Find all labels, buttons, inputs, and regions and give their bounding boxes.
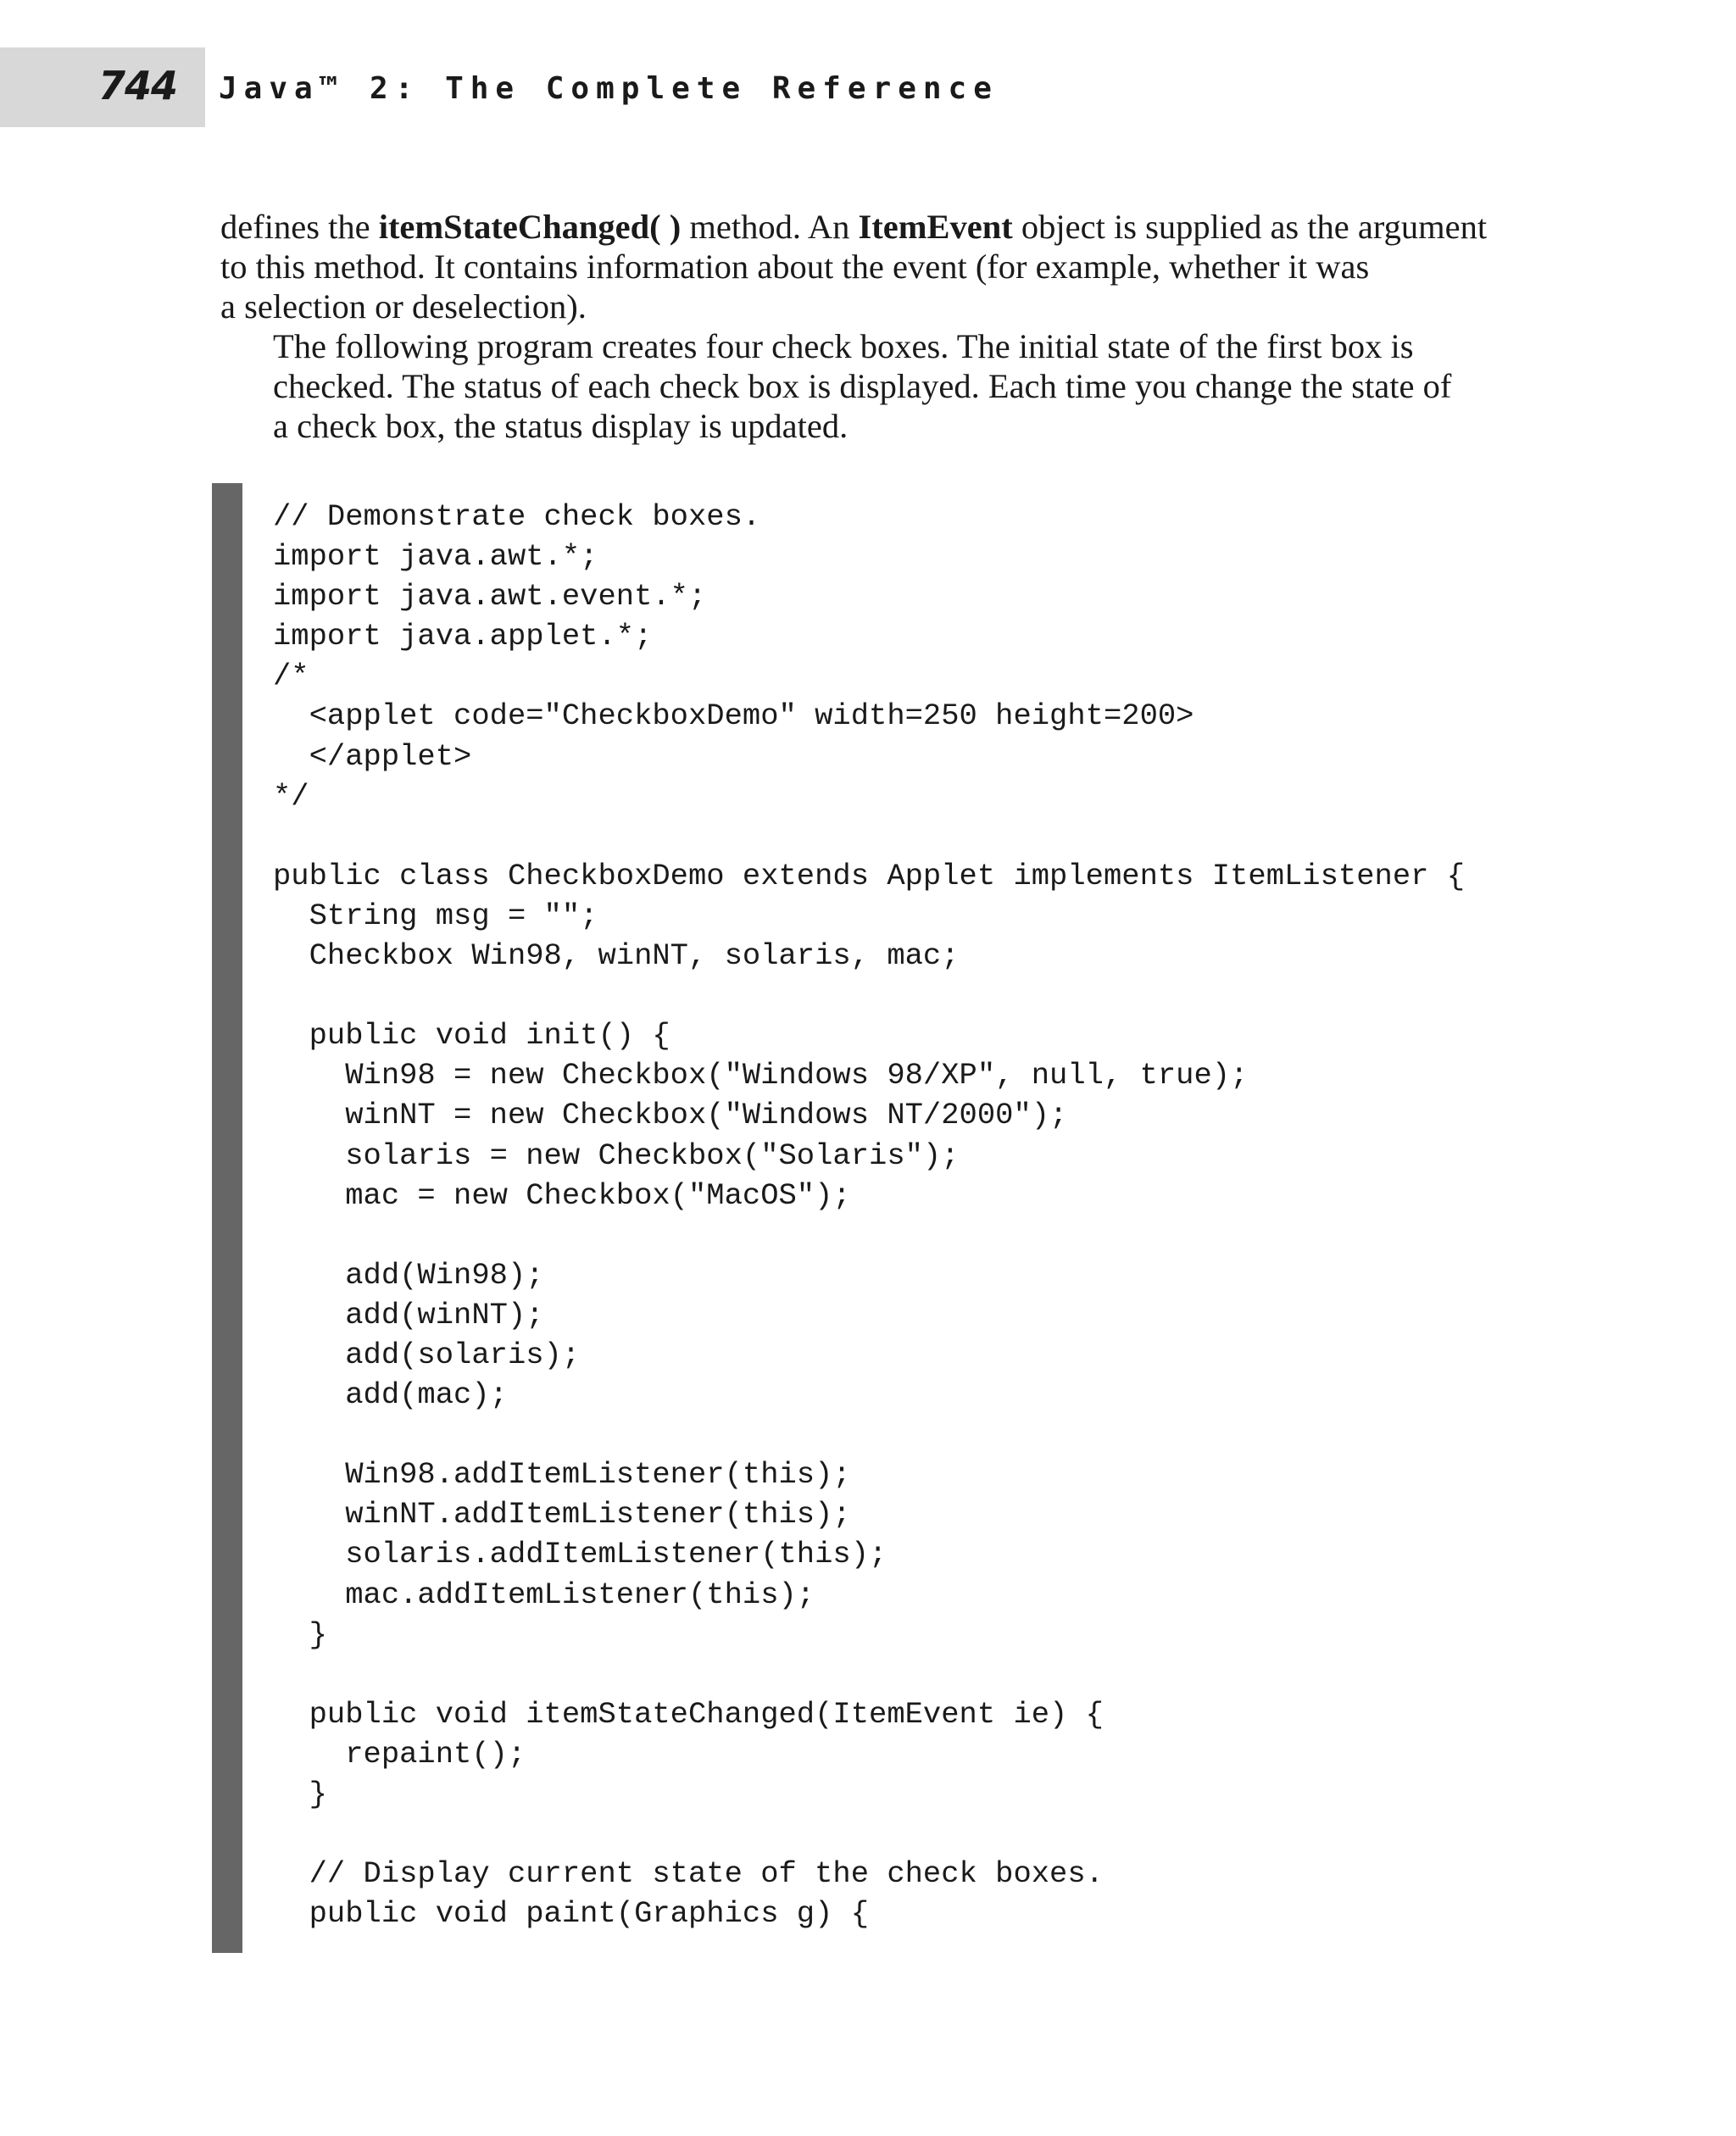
paragraph <box>220 326 1509 446</box>
code-line: public void itemStateChanged(ItemEvent ie) { <box>273 1696 1104 1732</box>
code-line: // Display current state of the check boxes. <box>273 1856 1104 1892</box>
code-line: import java.awt.event.*; <box>273 579 707 615</box>
text-run: The following program creates four check boxes. The initial state of the first box is <box>273 327 1414 365</box>
code-line: } <box>273 1616 327 1652</box>
code-line: winNT = new Checkbox("Windows NT/2000"); <box>273 1098 1068 1133</box>
page-number: 744 <box>98 63 178 108</box>
code-line: mac.addItemListener(this); <box>273 1577 815 1612</box>
code-line: add(mac); <box>273 1377 508 1413</box>
code-line: // Demonstrate check boxes. <box>273 499 761 534</box>
code-line: </applet> <box>273 738 472 774</box>
text-line <box>220 326 1509 366</box>
code-line: public class CheckboxDemo extends Applet implements ItemListener { <box>273 858 1466 893</box>
text-run: a selection or deselection). <box>220 287 587 325</box>
code-line: solaris = new Checkbox("Solaris"); <box>273 1138 960 1173</box>
code-line <box>273 1655 1465 1694</box>
code-line: Checkbox Win98, winNT, solaris, mac; <box>273 938 960 974</box>
code-line: Win98 = new Checkbox("Windows 98/XP", null, true); <box>273 1058 1249 1093</box>
code-line: public void init() { <box>273 1018 670 1054</box>
code-line: Win98.addItemListener(this); <box>273 1457 851 1493</box>
code-line: solaris.addItemListener(this); <box>273 1537 887 1572</box>
code-line: <applet code="CheckboxDemo" width=250 height=200> <box>273 698 1194 734</box>
code-line: add(Win98); <box>273 1257 544 1293</box>
text-line <box>220 366 1509 406</box>
text-run: checked. The status of each check box is displayed. Each time you change the state of <box>273 367 1452 405</box>
text-run: object is supplied as the argument <box>1012 208 1488 246</box>
body-text <box>220 207 1509 446</box>
code-line: import java.applet.*; <box>273 619 653 654</box>
text-run: a check box, the status display is updated. <box>273 407 849 445</box>
text-line <box>220 406 1509 446</box>
code-line: public void paint(Graphics g) { <box>273 1896 870 1932</box>
code-term: itemStateChanged( ) <box>378 208 682 246</box>
running-head: Java™ 2: The Complete Reference <box>219 71 999 106</box>
code-line <box>273 816 1465 856</box>
text-run: defines the <box>220 208 379 246</box>
code-line: winNT.addItemListener(this); <box>273 1497 851 1532</box>
code-line <box>273 976 1465 1015</box>
text-run: to this method. It contains information about the event (for example, whether it was <box>220 248 1370 286</box>
code-line: } <box>273 1777 327 1811</box>
code-line: */ <box>273 778 309 814</box>
code-line: import java.awt.*; <box>273 539 598 575</box>
code-sidebar-bar <box>212 483 242 1953</box>
code-line <box>273 1814 1465 1854</box>
code-listing <box>273 497 1465 1933</box>
paragraph <box>220 207 1509 326</box>
text-run: method. An <box>681 208 859 246</box>
text-line <box>220 247 1509 286</box>
code-line <box>273 1415 1465 1455</box>
code-line: mac = new Checkbox("MacOS"); <box>273 1177 851 1213</box>
text-line <box>220 207 1509 247</box>
code-line: repaint(); <box>273 1736 526 1772</box>
code-line <box>273 1215 1465 1255</box>
code-line: /* <box>273 659 309 694</box>
code-line: add(solaris); <box>273 1337 581 1372</box>
code-line: add(winNT); <box>273 1297 544 1332</box>
code-line: String msg = ""; <box>273 898 598 933</box>
text-line <box>220 286 1509 326</box>
code-term: ItemEvent <box>858 208 1013 246</box>
